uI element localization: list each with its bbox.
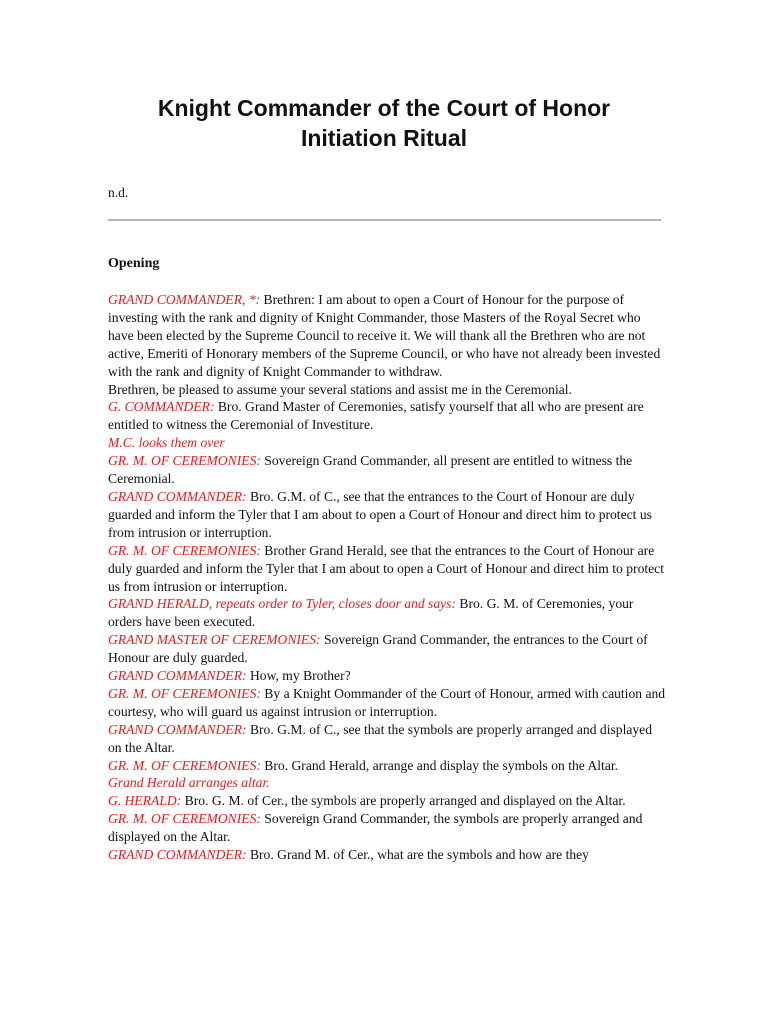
dialogue-text: How, my Brother?	[246, 668, 351, 684]
speaker-label: G. HERALD:	[108, 793, 182, 809]
speaker-label: GRAND COMMANDER:	[108, 847, 247, 863]
speaker-label: GR. M. OF CEREMONIES:	[108, 453, 261, 469]
ritual-paragraph	[108, 792, 668, 810]
horizontal-divider	[108, 219, 661, 221]
dialogue-text: Sovereign Grand Commander, the symbols are properly arranged and displayed on the Altar.	[108, 811, 643, 845]
speaker-label: GR. M. OF CEREMONIES:	[108, 542, 261, 558]
ritual-paragraph	[108, 452, 668, 488]
ritual-paragraph	[108, 667, 668, 685]
dialogue-text: Bro. Grand Herald, arrange and display the symbols on the Altar.	[260, 757, 619, 773]
speaker-label: GRAND COMMANDER:	[108, 721, 247, 737]
dialogue-text: Bro. Grand Master of Ceremonies, satisfy yourself that all who are present are entitled to witness the Ceremonial of Investiture.	[108, 399, 644, 433]
speaker-label: GR. M. OF CEREMONIES:	[108, 757, 261, 773]
ritual-paragraph	[108, 721, 668, 757]
ritual-paragraph	[108, 488, 668, 542]
title-line-2: Initiation Ritual	[300, 125, 468, 151]
dialogue-text: Bro. G.M. of C., see that the symbols are properly arranged and displayed on the Altar.	[108, 721, 653, 755]
speaker-label: GRAND COMMANDER:	[108, 668, 247, 684]
dialogue-text: Bro. Grand M. of Cer., what are the symbols and how are they	[246, 847, 589, 863]
ritual-paragraph	[108, 398, 668, 434]
ritual-paragraph	[108, 757, 668, 775]
speaker-label: GRAND COMMANDER:	[108, 488, 247, 504]
speaker-label: GR. M. OF CEREMONIES:	[108, 685, 261, 701]
ritual-paragraph	[108, 631, 668, 667]
document-title	[0, 93, 768, 153]
dialogue-text: Bro. G. M. of Cer., the symbols are properly arranged and displayed on the Altar.	[181, 793, 626, 809]
dialogue-text: Bro. G. M. of Ceremonies, your orders have been executed.	[108, 596, 634, 630]
dialogue-text: Sovereign Grand Commander, the entrances to the Court of Honour are duly guarded.	[108, 632, 648, 666]
ritual-paragraph	[108, 291, 668, 381]
ritual-paragraph	[108, 846, 668, 864]
dialogue-text: Brother Grand Herald, see that the entrances to the Court of Honour are duly guarded and inform the Tyler that I am about to open a Court of Honour and direct him to protect us from intrusion or interruption.	[108, 542, 664, 594]
ritual-paragraph	[108, 685, 668, 721]
speaker-label: GRAND COMMANDER, *:	[108, 292, 261, 307]
dialogue-text: Brethren: I am about to open a Court of Honour for the purpose of investing with the rank and dignity of Knight Commander, those Masters of the Royal Secret who have been elected by the Supreme Council to receive it. We will thank all the Brethren who are not active, Emeriti of Honorary members of the Supreme Council, or who have not already been invested with the rank and dignity of Knight Commander to withdraw.	[108, 292, 661, 379]
dialogue-text: Bro. G.M. of C., see that the entrances to the Court of Honour are duly guarded and inform the Tyler that I am about to open a Court of Honour and direct him to protect us from intrusion or interruption.	[108, 488, 652, 540]
speaker-label: GR. M. OF CEREMONIES:	[108, 811, 261, 827]
section-heading: Opening	[108, 256, 160, 271]
dialogue-text: By a Knight Oommander of the Court of Honour, armed with caution and courtesy, who will guard us against intrusion or interruption.	[108, 685, 666, 719]
dialogue-text: Brethren, be pleased to assume your several stations and assist me in the Ceremonial.	[108, 381, 572, 397]
stage-direction: M.C. looks them over	[108, 435, 225, 451]
ritual-paragraph	[108, 542, 668, 596]
ritual-paragraph	[108, 434, 668, 452]
speaker-label: GRAND HERALD, repeats order to Tyler, closes door and says:	[108, 596, 456, 612]
ritual-paragraph	[108, 595, 668, 631]
ritual-text	[108, 291, 668, 864]
ritual-paragraph	[108, 810, 668, 846]
ritual-paragraph	[108, 381, 668, 399]
ritual-paragraph	[108, 774, 668, 792]
title-line-1: Knight Commander of the Court of Honor	[157, 95, 611, 121]
stage-direction: Grand Herald arranges altar.	[108, 775, 270, 791]
speaker-label: GRAND MASTER OF CEREMONIES:	[108, 632, 321, 648]
dialogue-text: Sovereign Grand Commander, all present are entitled to witness the Ceremonial.	[108, 453, 633, 487]
speaker-label: G. COMMANDER:	[108, 399, 215, 415]
document-date: n.d.	[108, 185, 129, 200]
